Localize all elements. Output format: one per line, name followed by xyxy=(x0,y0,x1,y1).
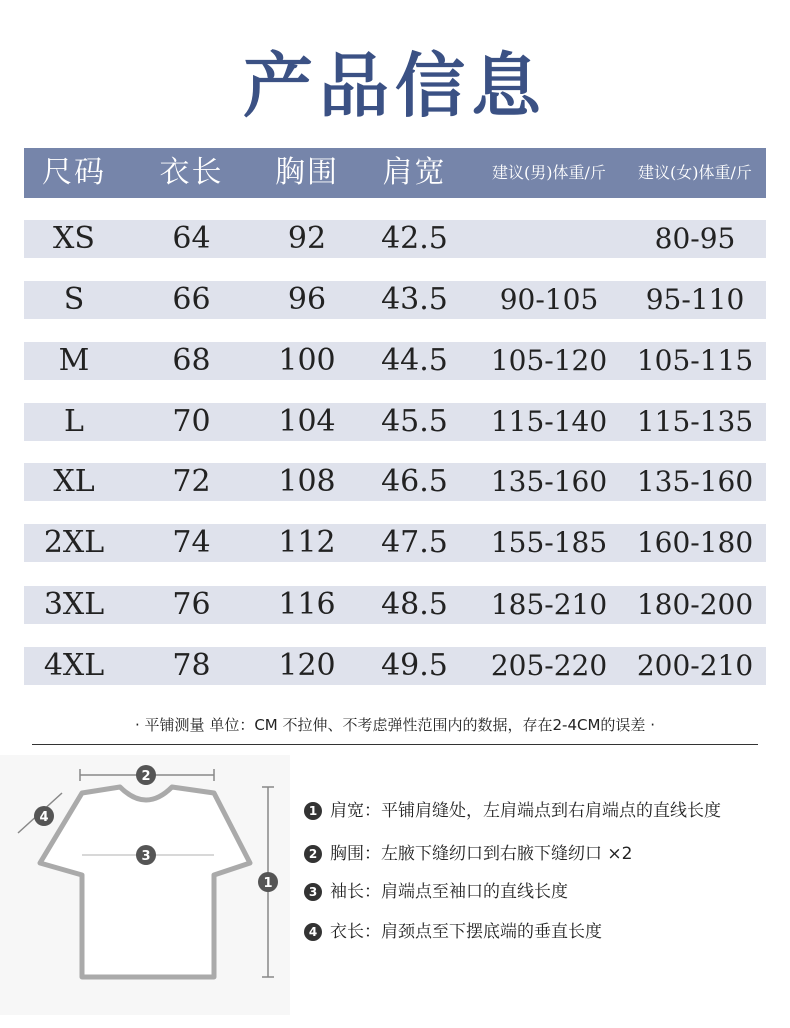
cell-chest: 96 xyxy=(287,282,327,317)
cell-size: M xyxy=(58,343,90,378)
cell-female-weight: 135-160 xyxy=(636,465,754,498)
number-icon: 2 xyxy=(304,845,322,863)
cell-shoulder: 47.5 xyxy=(381,525,448,560)
marker-1 xyxy=(258,872,278,892)
divider xyxy=(32,744,758,745)
cell-female-weight: 80-95 xyxy=(654,222,736,255)
svg-text:4: 4 xyxy=(39,810,49,825)
cell-shoulder: 42.5 xyxy=(381,221,448,256)
legend-text: 肩宽：平铺肩缝处，左肩端点到右肩端点的直线长度 xyxy=(330,801,721,821)
cell-size: 4XL xyxy=(43,648,105,683)
cell-size: XL xyxy=(53,464,95,499)
page-title: 产品信息 xyxy=(243,45,547,127)
table-row xyxy=(24,463,766,501)
cell-length: 68 xyxy=(172,343,211,378)
cell-chest: 92 xyxy=(287,221,327,256)
table-row xyxy=(24,647,766,685)
svg-text:3: 3 xyxy=(141,849,151,864)
marker-2 xyxy=(136,765,156,785)
table-row xyxy=(24,524,766,562)
header-male-weight: 建议(男)体重/斤 xyxy=(492,163,606,182)
cell-shoulder: 43.5 xyxy=(381,282,448,317)
header-size: 尺码 xyxy=(42,155,106,190)
cell-size: XS xyxy=(53,221,95,256)
cell-female-weight: 115-135 xyxy=(636,405,754,438)
cell-male-weight: 105-120 xyxy=(490,344,608,377)
cell-female-weight: 180-200 xyxy=(636,588,754,621)
cell-size: 3XL xyxy=(43,587,105,622)
legend-item-shoulder xyxy=(300,798,780,824)
cell-chest: 100 xyxy=(278,343,336,378)
cell-size: 2XL xyxy=(43,525,105,560)
legend-text: 袖长：肩端点至袖口的直线长度 xyxy=(330,882,568,902)
cell-length: 72 xyxy=(172,464,211,499)
header-shoulder: 肩宽 xyxy=(382,155,447,190)
cell-length: 78 xyxy=(172,648,211,683)
legend-text: 胸围：左腋下缝纫口到右腋下缝纫口 ×2 xyxy=(330,844,633,864)
cell-male-weight: 205-220 xyxy=(490,649,608,682)
header-length: 衣长 xyxy=(159,155,224,190)
marker-4 xyxy=(34,806,54,826)
cell-shoulder: 49.5 xyxy=(381,648,448,683)
cell-chest: 112 xyxy=(278,525,336,560)
header-chest: 胸围 xyxy=(275,155,339,190)
cell-male-weight: 185-210 xyxy=(490,588,608,621)
number-icon: 4 xyxy=(304,923,322,941)
cell-male-weight xyxy=(479,220,619,258)
legend-text: 衣长：肩颈点至下摆底端的垂直长度 xyxy=(330,922,602,942)
legend-item-length xyxy=(300,919,780,945)
cell-female-weight: 95-110 xyxy=(645,283,745,316)
cell-shoulder: 48.5 xyxy=(381,587,448,622)
table-row xyxy=(24,220,766,258)
cell-length: 64 xyxy=(172,221,211,256)
table-row xyxy=(24,281,766,319)
svg-text:2: 2 xyxy=(141,769,151,784)
cell-chest: 108 xyxy=(278,464,336,499)
cell-female-weight: 160-180 xyxy=(636,526,754,559)
cell-male-weight: 90-105 xyxy=(499,283,599,316)
table-row xyxy=(24,586,766,624)
cell-length: 76 xyxy=(172,587,211,622)
table-row xyxy=(24,342,766,380)
cell-size: S xyxy=(63,282,85,317)
cell-chest: 116 xyxy=(278,587,336,622)
legend-item-sleeve xyxy=(300,879,780,905)
number-icon: 3 xyxy=(304,883,322,901)
cell-female-weight: 200-210 xyxy=(636,649,754,682)
size-table-header xyxy=(24,148,766,198)
legend-item-chest xyxy=(300,841,780,867)
cell-size: L xyxy=(64,404,84,439)
cell-female-weight: 105-115 xyxy=(636,344,754,377)
cell-chest: 104 xyxy=(278,404,336,439)
cell-length: 70 xyxy=(172,404,211,439)
marker-3 xyxy=(136,845,156,865)
cell-male-weight: 135-160 xyxy=(490,465,608,498)
cell-chest: 120 xyxy=(278,648,336,683)
cell-shoulder: 46.5 xyxy=(381,464,448,499)
table-row xyxy=(24,403,766,441)
cell-shoulder: 45.5 xyxy=(381,404,448,439)
number-icon: 1 xyxy=(304,802,322,820)
cell-shoulder: 44.5 xyxy=(381,343,448,378)
cell-male-weight: 155-185 xyxy=(490,526,608,559)
cell-length: 74 xyxy=(172,525,211,560)
cell-length: 66 xyxy=(172,282,211,317)
cell-male-weight: 115-140 xyxy=(490,405,608,438)
svg-text:1: 1 xyxy=(263,876,273,891)
measurement-note: · 平铺测量 单位：CM 不拉伸、不考虑弹性范围内的数据，存在2-4CM的误差 · xyxy=(135,716,655,734)
tshirt-diagram xyxy=(0,755,290,1015)
header-female-weight: 建议(女)体重/斤 xyxy=(638,163,752,182)
